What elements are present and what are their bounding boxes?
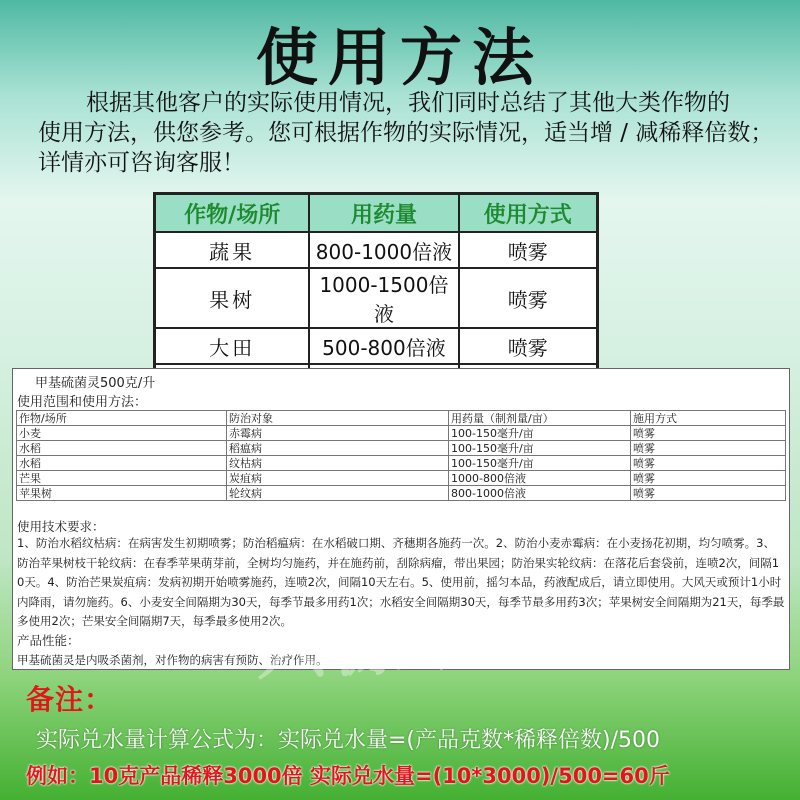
detail-table: [16, 410, 786, 501]
scope-heading: 使用范围和使用方法：: [17, 395, 148, 410]
detail-header-row: [17, 411, 786, 426]
product-performance-heading: 产品性能：: [17, 633, 80, 648]
detail-cell-method: 喷雾: [631, 456, 786, 471]
summary-row: [155, 328, 598, 364]
summary-cell-dosage: 1000-1500倍液: [309, 268, 458, 328]
detail-cell-method: 喷雾: [631, 426, 786, 441]
intro-line-2: 使用方法，供您参考。您可根据作物的实际情况，适当增 / 减稀释倍数；: [38, 120, 774, 146]
detail-cell-dosage: 1000-800倍液: [449, 471, 631, 486]
summary-cell-dosage: 500-800倍液: [309, 328, 458, 364]
summary-cell-method: 喷雾: [459, 328, 598, 364]
detail-cell-crop: 苹果树: [17, 486, 227, 501]
detail-row: [17, 486, 786, 501]
page-title: 使用方法: [255, 21, 544, 94]
intro-line-1: 根据其他客户的实际使用情况，我们同时总结了其他大类作物的: [86, 90, 730, 116]
summary-header-dosage: 用药量: [309, 194, 458, 233]
detail-header-dosage: 用药量（制剂量/亩）: [449, 411, 631, 426]
product-name: 甲基硫菌灵500克/升: [35, 376, 156, 391]
detail-row: [17, 441, 786, 456]
detail-cell-crop: 小麦: [17, 426, 227, 441]
summary-row: [155, 268, 598, 328]
summary-header-row: [155, 194, 598, 233]
tech-requirements-heading: 使用技术要求：: [17, 519, 105, 534]
detail-cell-dosage: 100-150毫升/亩: [449, 456, 631, 471]
summary-cell-crop: 大田: [155, 328, 310, 364]
intro-line-3: 详情亦可咨询客服！: [38, 150, 245, 176]
detail-header-crop: 作物/场所: [17, 411, 227, 426]
detail-cell-target: 稻瘟病: [227, 441, 449, 456]
summary-header-crop: 作物/场所: [155, 194, 310, 233]
detail-header-method: 施用方式: [631, 411, 786, 426]
summary-cell-method: 喷雾: [459, 268, 598, 328]
summary-cell-dosage: 800-1000倍液: [309, 232, 458, 268]
notes-heading: 备注：: [26, 683, 114, 716]
summary-cell-crop: 果树: [155, 268, 310, 328]
detail-cell-target: 轮纹病: [227, 486, 449, 501]
summary-cell-crop: 蔬果: [155, 232, 310, 268]
detail-cell-method: 喷雾: [631, 441, 786, 456]
product-performance-text: 甲基硫菌灵是内吸杀菌剂，对作物的病害有预防、治疗作用。: [17, 653, 328, 667]
intro-paragraph: [38, 88, 778, 178]
brand-watermark: 兴源: [253, 602, 413, 690]
dilution-example: 例如：10克产品稀释3000倍 实际兑水量=(10*3000)/500=60斤: [26, 764, 670, 788]
detail-row: [17, 471, 786, 486]
detail-cell-dosage: 800-1000倍液: [449, 486, 631, 501]
detail-row: [17, 426, 786, 441]
dilution-formula: 实际兑水量计算公式为：实际兑水量=(产品克数*稀释倍数)/500: [36, 728, 661, 753]
tech-requirements-text: 1、防治水稻纹枯病：在病害发生初期喷雾；防治稻瘟病：在水稻破口期、齐穗期各施药一次。2、防治小麦赤霉病：在小麦扬花初期，均匀喷雾。3、防治苹果树枝干轮纹病：在春季苹果萌芽前，全树均匀施药，并在施药前，刮除病瘤，带出果园；防治果实轮纹病：在落花后套袋前，连喷2次，间隔10天。4、防治芒果炭疽病：发病初期开始喷雾施药，连喷2次，间隔10天左右。5、使用前，摇匀本品，药液配成后，请立即使用。大风天或预计1小时内降雨，请勿施药。6、小麦安全间隔期为30天，每季节最多用药1次；水稻安全间隔期30天，每季节最多用药3次；苹果树安全间隔期为21天，每季最多使用2次；芒果安全间隔期7天，每季最多使用2次。: [17, 536, 785, 628]
detail-cell-target: 炭疽病: [227, 471, 449, 486]
summary-cell-method: 喷雾: [459, 232, 598, 268]
detail-cell-crop: 水稻: [17, 456, 227, 471]
detail-cell-target: 赤霉病: [227, 426, 449, 441]
summary-header-method: 使用方式: [459, 194, 598, 233]
brand-watermark-en: ZHENGYUAN: [434, 597, 551, 675]
detail-cell-dosage: 100-150毫升/亩: [449, 426, 631, 441]
detail-cell-crop: 水稻: [17, 441, 227, 456]
summary-row: [155, 232, 598, 268]
detail-cell-method: 喷雾: [631, 486, 786, 501]
detail-cell-target: 纹枯病: [227, 456, 449, 471]
detail-cell-dosage: 100-150毫升/亩: [449, 441, 631, 456]
detail-header-target: 防治对象: [227, 411, 449, 426]
detail-cell-method: 喷雾: [631, 471, 786, 486]
detail-cell-crop: 芒果: [17, 471, 227, 486]
detail-row: [17, 456, 786, 471]
